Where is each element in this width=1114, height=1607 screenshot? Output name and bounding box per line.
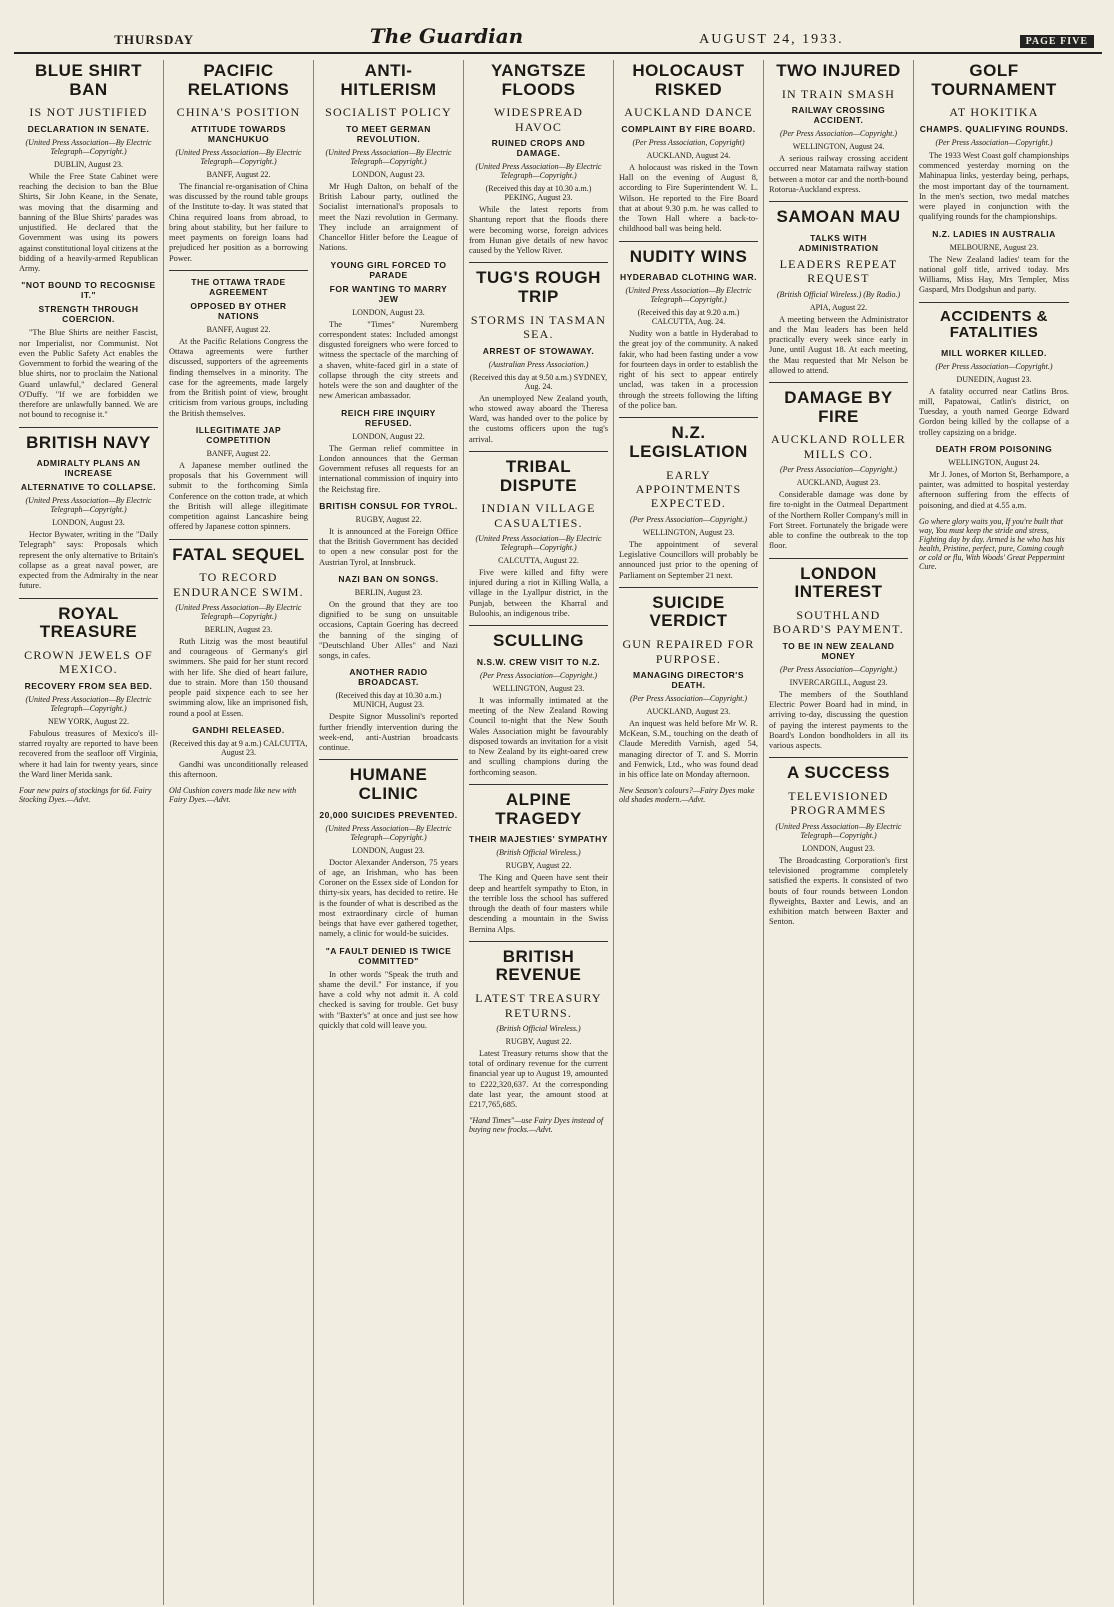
article-body: The German relief committee in London announces that the German Government refuses all requests for an international commission of inquiry into the Reichstag fire. — [319, 443, 458, 494]
article-body: Fabulous treasures of Mexico's ill-starred royalty are reported to have been recovered from the seafloor off Virginia, where it had lain for twenty years, since the Ward liner Merida sank. — [19, 728, 158, 779]
article-deck: FOR WANTING TO MARRY JEW — [329, 283, 448, 304]
column-2 — [164, 60, 314, 1605]
article-death-poisoning — [919, 444, 1069, 511]
article-deck: ARREST OF STOWAWAY. — [482, 345, 595, 356]
article-body: Five were killed and fifty were injured during a riot in Killing Walla, a village in the Lyallpur district, in the Punjab, between the Kharral and Buloohis, an indigenous tribe. — [469, 567, 608, 618]
article-body: In other words "Speak the truth and shame the devil." For instance, if you have a cold why not admit it. A cold checked is saving for trouble. Get busy with "Baxter's" at once and just see how quickly that cold will leave you. — [319, 969, 458, 1030]
article-two-injured — [769, 62, 908, 195]
article-dateline: LONDON, August 23. — [352, 307, 425, 317]
divider — [469, 941, 608, 942]
article-british-consul — [319, 501, 458, 568]
advertisement: Go where glory waits you, If you're built that way, You must keep the stride and stress, Fighting day by day. Armed is he who has his health, Pristine, perfect, pure, Coming cough or cold or flu, With Woods' Great Peppermint Cure. — [919, 516, 1065, 571]
divider — [319, 759, 458, 760]
article-london-interest — [769, 565, 908, 752]
article-deck: MANAGING DIRECTOR'S DEATH. — [632, 669, 744, 690]
article-body: While the Free State Cabinet were reaching the decision to ban the Blue Shirts, Sir John Keane, in the Senate, was moving that the disarming and banning of the Blue Shirts' parades was unjustified. He declared that the Government was using its powers against constitutional loyal citizens at the bidding of a heavily-armed Republican Army. — [19, 171, 158, 274]
article-credit: (United Press Association—By Electric Telegraph—Copyright.) — [625, 286, 752, 305]
article-body: A meeting between the Administrator and the Mau leaders has been held practically every week since early in June, until August 18. At each meeting, the Mau requested that Mr Nelson be allowed to attend. — [769, 314, 908, 375]
article-deck: ALTERNATIVE TO COLLAPSE. — [20, 482, 157, 493]
article-credit: (Per Press Association—Copyright.) — [935, 137, 1053, 147]
article-british-navy — [19, 434, 158, 592]
article-body: A holocaust was risked in the Town Hall on the evening of August 8, according to Fire Superintendent W. L. Wilson. He reported to the Fire Board that at about 9.30 p.m. he was called to the Town Hall where a back-to-childhood ball was being held. — [619, 162, 758, 234]
article-headline: ROYAL TREASURE — [39, 603, 138, 642]
article-body: A serious railway crossing accident occurred near Matamata railway station between a motor car and the north-bound Rotorua-Auckland express. — [769, 154, 908, 194]
article-deck: BRITISH CONSUL FOR TYROL. — [319, 500, 458, 511]
article-holocaust-risked — [619, 62, 758, 235]
article-deck: N.Z. LADIES IN AUSTRALIA — [932, 228, 1056, 239]
article-deck: "A FAULT DENIED IS TWICE COMMITTED" — [325, 945, 452, 966]
article-headline: FATAL SEQUEL — [172, 544, 305, 564]
article-deck: DECLARATION IN SENATE. — [27, 123, 150, 134]
article-headline: NUDITY WINS — [629, 246, 748, 266]
article-dateline: (Received this day at 10.30 a.m.) MUNICH, August 23. — [335, 691, 442, 710]
article-subheadline: AUCKLAND ROLLER MILLS CO. — [771, 432, 906, 461]
article-ottawa-agreement — [169, 277, 308, 419]
divider — [619, 587, 758, 588]
article-subheadline: CHINA'S POSITION — [176, 105, 301, 120]
article-accidents-fatalities — [919, 309, 1069, 438]
article-dateline: DUNEDIN, August 23. — [956, 374, 1032, 384]
article-body: At the Pacific Relations Congress the Ottawa agreements were further discussed, supporters of the agreements finding themselves in a minority. The case for the agreements, made largely from the British point of view, brought criticism from various groups, including the British themselves. — [169, 336, 308, 418]
divider — [19, 427, 158, 428]
article-nz-legislation — [619, 424, 758, 581]
article-anti-hitlerism — [319, 62, 458, 254]
article-body: Nudity won a battle in Hyderabad to the great joy of the community. A naked fakir, who had been fasting under a vow for fourteen days in order to establish the right of his sect to appear entirely unclad, was taken in a procession through the streets following the lifting of the police ban. — [619, 329, 758, 410]
column-4 — [464, 60, 614, 1605]
article-credit: (Per Press Association—Copyright.) — [779, 465, 898, 475]
article-credit: (Per Press Association—Copyright.) — [779, 664, 898, 674]
masthead-title: The Guardian — [369, 24, 524, 48]
article-deck: TO BE IN NEW ZEALAND MONEY — [782, 640, 895, 661]
article-headline: N.Z. LEGISLATION — [629, 423, 748, 461]
divider — [619, 241, 758, 242]
article-dateline: RUGBY, August 22. — [505, 861, 572, 871]
article-dateline: WELLINGTON, August 23. — [492, 683, 585, 693]
article-credit: (Per Press Association—Copyright.) — [629, 514, 748, 524]
article-dateline: BANFF, August 22. — [206, 169, 271, 179]
article-headline: DAMAGE BY FIRE — [784, 388, 893, 426]
article-body: The King and Queen have sent their deep and heartfelt sympathy to Eton, in the terrible loss the school has suffered through the death of four masters while descending a mountain in the Swiss Bernina Alps. — [469, 873, 608, 934]
advertisement: Old Cushion covers made like new with Fairy Dyes.—Advt. — [169, 786, 297, 805]
article-subheadline: WIDESPREAD HAVOC — [493, 105, 584, 134]
article-subheadline: STORMS IN TASMAN SEA. — [470, 312, 607, 342]
divider — [619, 417, 758, 418]
article-dateline: BERLIN, August 23. — [354, 587, 423, 597]
article-body: Gandhi was unconditionally released this afternoon. — [169, 759, 308, 780]
article-deck: NAZI BAN ON SONGS. — [338, 573, 439, 584]
article-credit: (United Press Association—By Electric Telegraph—Copyright.) — [475, 533, 602, 552]
article-dateline: AUCKLAND, August 23. — [646, 706, 731, 716]
article-deck: CHAMPS. QUALIFYING ROUNDS. — [919, 123, 1069, 134]
article-body: Hector Bywater, writing in the "Daily Telegraph" says: Proposals which represent the only alternative to Britain's collapse as a great naval power, are expected from the Admiralty in the near future. — [19, 530, 158, 591]
article-deck: YOUNG GIRL FORCED TO PARADE — [330, 259, 447, 280]
column-1 — [14, 60, 164, 1605]
article-body: The "Times" Nuremberg correspondent states: Included amongst disgusted foreigners who were forced to witness the spectacle of the marching of a shaven, white-faced girl in a state of collapse through the city streets and hotels were the son and daughter of the new American ambassador. — [319, 319, 458, 401]
article-headline: LONDON INTEREST — [794, 563, 883, 602]
article-subheadline: IS NOT JUSTIFIED — [29, 105, 148, 120]
divider — [769, 201, 908, 202]
article-deck: TO MEET GERMAN REVOLUTION. — [346, 123, 431, 144]
article-dateline: RUGBY, August 22. — [355, 514, 422, 524]
article-deck: "NOT BOUND TO RECOGNISE IT." — [21, 280, 156, 301]
article-pacific-relations — [169, 62, 308, 264]
article-subheadline: LEADERS REPEAT REQUEST — [779, 256, 898, 286]
article-deck: OPPOSED BY OTHER NATIONS — [190, 300, 287, 321]
article-young-girl — [319, 260, 458, 402]
article-dateline: APIA, August 22. — [809, 302, 868, 312]
page-label: PAGE FIVE — [1020, 35, 1094, 48]
article-headline: TUG'S ROUGH TRIP — [476, 268, 601, 307]
article-credit: (Per Press Association—Copyright.) — [935, 361, 1053, 371]
article-dateline: LONDON, August 23. — [352, 169, 425, 179]
divider — [769, 558, 908, 559]
article-body: Mr J. Jones, of Morton St, Berhampore, a painter, was admitted to hospital yesterday afternoon suffering from the effects of poisoning, and died at 4.55 a.m. — [919, 469, 1069, 510]
article-dateline: BANFF, August 22. — [206, 448, 271, 458]
article-deck: ATTITUDE TOWARDS MANCHUKUO — [190, 123, 287, 144]
article-samoan-mau — [769, 208, 908, 376]
masthead-date: AUGUST 24, 1933. — [699, 32, 844, 47]
divider — [469, 451, 608, 452]
article-alpine-tragedy — [469, 791, 608, 935]
article-gandhi-released — [169, 725, 308, 781]
article-headline: BRITISH NAVY — [26, 432, 151, 452]
article-tugs-rough-trip — [469, 269, 608, 444]
masthead — [14, 18, 1102, 54]
article-body: A fatality occurred near Catlins Bros. mill, Papatowai, Catlin's district, on Tuesday, a youth named George Edward Gordon being killed by the collapse of a trolley capsizing on a bridge. — [919, 386, 1069, 437]
article-body: A Japanese member outlined the proposals that his Government will submit to the forthcoming Simla Conference on the cotton trade, at which the British will allege illegitimate competition against Lancashire being offered by Japanese cotton spinners. — [169, 460, 308, 532]
article-subheadline: EARLY APPOINTMENTS EXPECTED. — [635, 467, 742, 511]
article-credit: (United Press Association—By Electric Telegraph—Copyright.) — [775, 821, 902, 840]
article-body: The members of the Southland Electric Power Board had in mind, in arriving to-day, discussing the question of paying the interest payments to the Board's London bondholders in all its various aspects. — [769, 689, 908, 751]
article-deck: TALKS WITH ADMINISTRATION — [798, 232, 879, 253]
article-body: Mr Hugh Dalton, on behalf of the British Labour party, outlined the Socialist international's proposals to meet the Nazi revolution in Germany. They include an arraignment of Chancellor Hitler before the League of Nations. — [319, 181, 458, 253]
article-credit: (United Press Association—By Electric Telegraph—Copyright.) — [475, 162, 602, 181]
article-reich-fire — [319, 408, 458, 495]
article-headline: SAMOAN MAU — [776, 207, 901, 227]
article-credit: (United Press Association—By Electric Telegraph—Copyright.) — [175, 147, 302, 166]
article-body: "The Blue Shirts are neither Fascist, nor Imperialist, nor Communist. Not even the Public Safety Act enables the Government to forbid the wearing of the blue shirts, nor to proclaim the National Guard unlawful," declared General O'Duffy. "If we are forbidden we therefore are unlawfully banned. We are not bound to recognise it." — [19, 328, 158, 420]
article-body: The financial re-organisation of China was discussed by the round table groups of the Institute to-day. It was stated that China required loans from abroad, to bring about stability, but her failure to meet payments on foreign loans had prejudiced her position as a borrowing Power. — [169, 181, 308, 263]
article-dateline: WELLINGTON, August 23. — [642, 527, 735, 537]
article-fault-denied — [319, 946, 458, 1032]
article-deck: GANDHI RELEASED. — [192, 724, 285, 735]
article-body: Despite Signor Mussolini's reported further friendly intervention during the week-end, anti-Austrian broadcasts continue. — [319, 712, 458, 753]
column-5 — [614, 60, 764, 1605]
article-headline: HOLOCAUST RISKED — [632, 61, 745, 99]
article-credit: (Australian Press Association.) — [488, 359, 589, 369]
article-deck: DEATH FROM POISONING — [935, 443, 1053, 454]
article-radio-broadcast — [319, 667, 458, 753]
article-dateline: (Received this day at 9.20 a.m.) CALCUTTA, Aug. 24. — [637, 308, 740, 327]
article-credit: (Per Press Association—Copyright.) — [629, 693, 748, 703]
article-dateline: BERLIN, August 23. — [204, 624, 273, 634]
article-credit: (Per Press Association—Copyright.) — [779, 129, 898, 139]
article-deck: THEIR MAJESTIES' SYMPATHY — [469, 834, 608, 845]
article-nz-ladies — [919, 229, 1069, 296]
divider — [19, 598, 158, 599]
article-credit: (United Press Association—By Electric Telegraph—Copyright.) — [175, 602, 302, 621]
article-subheadline: LATEST TREASURY RETURNS. — [475, 991, 602, 1020]
article-headline: GOLF TOURNAMENT — [931, 61, 1057, 99]
article-deck: RUINED CROPS AND DAMAGE. — [491, 138, 586, 159]
article-dateline: BANFF, August 22. — [206, 324, 271, 334]
article-credit: (Per Press Association, Copyright) — [632, 137, 745, 147]
article-a-success — [769, 764, 908, 927]
article-subheadline: SOUTHLAND BOARD'S PAYMENT. — [773, 608, 904, 637]
article-dateline: WELLINGTON, August 24. — [792, 142, 885, 152]
article-humane-clinic — [319, 766, 458, 939]
column-7 — [914, 60, 1074, 1605]
article-credit: (United Press Association—By Electric Telegraph—Copyright.) — [325, 147, 452, 166]
divider — [169, 539, 308, 540]
article-body: It was informally intimated at the meeting of the New Zealand Rowing Council to-night that the New South Wales Association might be favourably disposed towards an invitation for a visit to New Zealand by its eight-oared crew and sculling champions during the forthcoming season. — [469, 695, 608, 777]
article-credit: (British Official Wireless.) — [496, 848, 581, 858]
article-subheadline: CROWN JEWELS OF MEXICO. — [24, 648, 153, 677]
divider — [769, 382, 908, 383]
advertisement: New Season's colours?—Fairy Dyes make old shades modern.—Advt. — [619, 786, 755, 805]
article-dateline: (Received this day at 9 a.m.) CALCUTTA, August 23. — [169, 738, 308, 757]
divider — [169, 270, 308, 271]
article-dateline: AUCKLAND, August 24. — [646, 150, 731, 160]
article-headline: PACIFIC RELATIONS — [187, 61, 290, 99]
article-subheadline: SOCIALIST POLICY — [325, 105, 452, 120]
columns — [14, 60, 1102, 1605]
article-subheadline: IN TRAIN SMASH — [781, 86, 896, 101]
article-deck: ILLEGITIMATE JAP COMPETITION — [195, 424, 282, 445]
article-dateline: AUCKLAND, August 23. — [796, 478, 881, 488]
article-credit: (Per Press Association—Copyright.) — [479, 670, 598, 680]
article-deck: REICH FIRE INQUIRY REFUSED. — [341, 407, 436, 428]
article-blue-shirt-ban — [19, 62, 158, 274]
article-body: The New Zealand ladies' team for the national golf title, arrived today. Mrs Williams, Miss Hay, Mrs Templer, Miss Gaspard, Mrs Dodgshun and party. — [919, 254, 1069, 295]
divider — [769, 757, 908, 758]
divider — [919, 302, 1069, 303]
article-credit: (United Press Association—By Electric Telegraph—Copyright.) — [325, 823, 452, 842]
article-credit: (British Official Wireless.) — [496, 1023, 581, 1033]
article-suicide-verdict — [619, 594, 758, 781]
column-6 — [764, 60, 914, 1605]
article-subheadline: GUN REPAIRED FOR PURPOSE. — [622, 637, 755, 666]
article-subheadline: TELEVISIONED PROGRAMMES — [788, 789, 889, 818]
article-deck: MILL WORKER KILLED. — [941, 347, 1047, 358]
article-jap-competition — [169, 425, 308, 533]
article-deck: ANOTHER RADIO BROADCAST. — [349, 667, 428, 688]
article-dateline: DUBLIN, August 23. — [54, 159, 123, 169]
article-yangtsze-floods — [469, 62, 608, 256]
article-dateline: LONDON, August 23. — [52, 518, 125, 528]
article-dateline: WELLINGTON, August 24. — [948, 457, 1040, 467]
article-headline: A SUCCESS — [786, 763, 891, 783]
advertisement: Four new pairs of stockings for 6d. Fairy Stocking Dyes.—Advt. — [19, 786, 152, 805]
article-dateline: LONDON, August 23. — [802, 843, 875, 853]
article-damage-by-fire — [769, 389, 908, 552]
article-dateline: LONDON, August 23. — [352, 845, 425, 855]
article-credit: (British Official Wireless.) (By Radio.) — [776, 289, 901, 299]
article-body: An inquest was held before Mr W. R. McKean, S.M., touching on the death of Claude Meredith Varnish, aged 54, managing director of T. and S. Morrin and Fenwick, Ltd., who was found dead in his office late on Monday afternoon. — [619, 718, 758, 780]
divider — [469, 784, 608, 785]
article-dateline: (Received this day at 9.50 a.m.) SYDNEY, Aug. 24. — [469, 372, 608, 391]
article-headline: YANGTSZE FLOODS — [490, 61, 586, 99]
divider — [469, 625, 608, 626]
article-nudity-wins — [619, 248, 758, 412]
article-body: The appointment of several Legislative Councillors will probably be announced just prior to the opening of Parliament on September 21 next. — [619, 539, 758, 580]
article-dateline: RUGBY, August 22. — [505, 1036, 572, 1046]
article-body: Doctor Alexander Anderson, 75 years of age, an Irishman, who has been Coroner on the Essex side of London for thirty-six years, has decided to retire. He is the founder of what is described as the most extraordinary circle of human beings that have ever gathered together, namely, a clinic for would-be suicides. — [319, 857, 458, 939]
article-credit: (United Press Association—By Electric Telegraph—Copyright.) — [25, 496, 152, 515]
article-body: An unemployed New Zealand youth, who stowed away aboard the Theresa Ward, was handed over to the police by the customs officers upon the tug's arrival. — [469, 393, 608, 444]
article-deck: THE OTTAWA TRADE AGREEMENT — [191, 276, 286, 297]
article-body: The Broadcasting Corporation's first televisioned programme completely satisfied the experts. It consisted of two bouts of four rounds between London flyweights, Baxter and Lewis, and an exhibition match between Baxter and Senton. — [769, 855, 908, 927]
article-deck: ADMIRALTY PLANS AN INCREASE — [36, 458, 141, 479]
article-body: Ruth Litzig was the most beautiful and courageous of Germany's girl swimmers. She paid for her stunt record with her life. She died of heart failure, due to strain. More than 150 thousand people paid sixpence each to see her swimming alow, like an imprisoned fish, round a pool at Essen. — [169, 636, 308, 718]
article-body: While the latest reports from Shantung report that the floods there were becoming worse, foreign advices from Hunan give details of new havoc caused by the Yellow River. — [469, 205, 608, 256]
article-headline: SCULLING — [493, 631, 584, 651]
column-3 — [314, 60, 464, 1605]
article-deck: RECOVERY FROM SEA BED. — [24, 680, 153, 691]
article-deck: N.S.W. CREW VISIT TO N.Z. — [476, 656, 601, 667]
article-credit: (United Press Association—By Electric Telegraph—Copyright.) — [25, 137, 152, 156]
article-headline: ACCIDENTS & FATALITIES — [939, 307, 1048, 342]
article-fatal-sequel — [169, 546, 308, 719]
article-headline: SUICIDE VERDICT — [649, 592, 728, 631]
article-dateline: MELBOURNE, August 23. — [949, 242, 1039, 252]
article-dateline: (Received this day at 10.30 a.m.) PEKING, August 23. — [485, 184, 592, 203]
divider — [469, 262, 608, 263]
article-subheadline: AT HOKITIKA — [949, 105, 1039, 120]
article-body: Latest Treasury returns show that the total of ordinary revenue for the current financial year up to August 19, amounted to £222,320,637. At the corresponding date last year, the amount stood at £217,765,685. — [469, 1048, 608, 1110]
article-dateline: INVERCARGILL, August 23. — [789, 677, 888, 687]
article-dateline: NEW YORK, August 22. — [47, 716, 130, 726]
article-dateline: LONDON, August 22. — [352, 431, 425, 441]
article-body: It is announced at the Foreign Office that the British Government has decided to open a new consular post for the Austrian Tyrol, at Innsbruck. — [319, 526, 458, 567]
article-nazi-songs — [319, 574, 458, 662]
article-headline: BLUE SHIRT BAN — [35, 61, 142, 99]
masthead-day: THURSDAY — [114, 32, 194, 47]
article-golf-tournament — [919, 62, 1069, 223]
article-headline: HUMANE CLINIC — [349, 765, 428, 803]
article-deck: HYDERABAD CLOTHING WAR. — [619, 272, 758, 283]
article-credit: (United Press Association—By Electric Telegraph—Copyright.) — [25, 694, 152, 713]
article-headline: TWO INJURED — [776, 61, 901, 80]
article-deck: STRENGTH THROUGH COERCION. — [38, 304, 139, 325]
article-subheadline: TO RECORD ENDURANCE SWIM. — [173, 570, 304, 599]
article-british-revenue — [469, 948, 608, 1111]
article-subheadline: AUCKLAND DANCE — [624, 105, 753, 120]
article-tribal-dispute — [469, 458, 608, 619]
article-dateline: CALCUTTA, August 22. — [498, 555, 579, 565]
article-not-bound — [19, 280, 158, 420]
advertisement: "Hand Times"—use Fairy Dyes instead of buying new frocks.—Advt. — [469, 1116, 604, 1135]
article-headline: TRIBAL DISPUTE — [499, 456, 578, 495]
article-body: The 1933 West Coast golf championships commenced yesterday morning on the Mahinapua links, yesterday being, perhaps, the most important day of the tournament. In the men's section, two medal matches were played in conjunction with the qualifying rounds for the championships. — [919, 150, 1069, 222]
article-deck: RAILWAY CROSSING ACCIDENT. — [791, 105, 886, 126]
article-headline: ALPINE TRAGEDY — [495, 789, 582, 828]
article-body: On the ground that they are too dignified to be sung on unsuitable occasions, Captain Goering has decreed the banning of the singing of "Deutschland Uber Alles" and Nazi songs, in cafes. — [319, 599, 458, 661]
article-headline: BRITISH REVENUE — [495, 946, 582, 985]
article-deck: COMPLAINT BY FIRE BOARD. — [621, 123, 756, 134]
article-sculling — [469, 632, 608, 778]
article-body: Considerable damage was done by fire to-night in the Oatmeal Department of the Northern Roller Company's mill in Fort Street. Fortunately the brigade were able to confine the outbreak to the top floor. — [769, 490, 908, 551]
article-subheadline: INDIAN VILLAGE CASUALTIES. — [481, 501, 596, 530]
article-royal-treasure — [19, 605, 158, 780]
article-headline: ANTI-HITLERISM — [340, 61, 437, 99]
article-deck: 20,000 SUICIDES PREVENTED. — [319, 809, 458, 820]
